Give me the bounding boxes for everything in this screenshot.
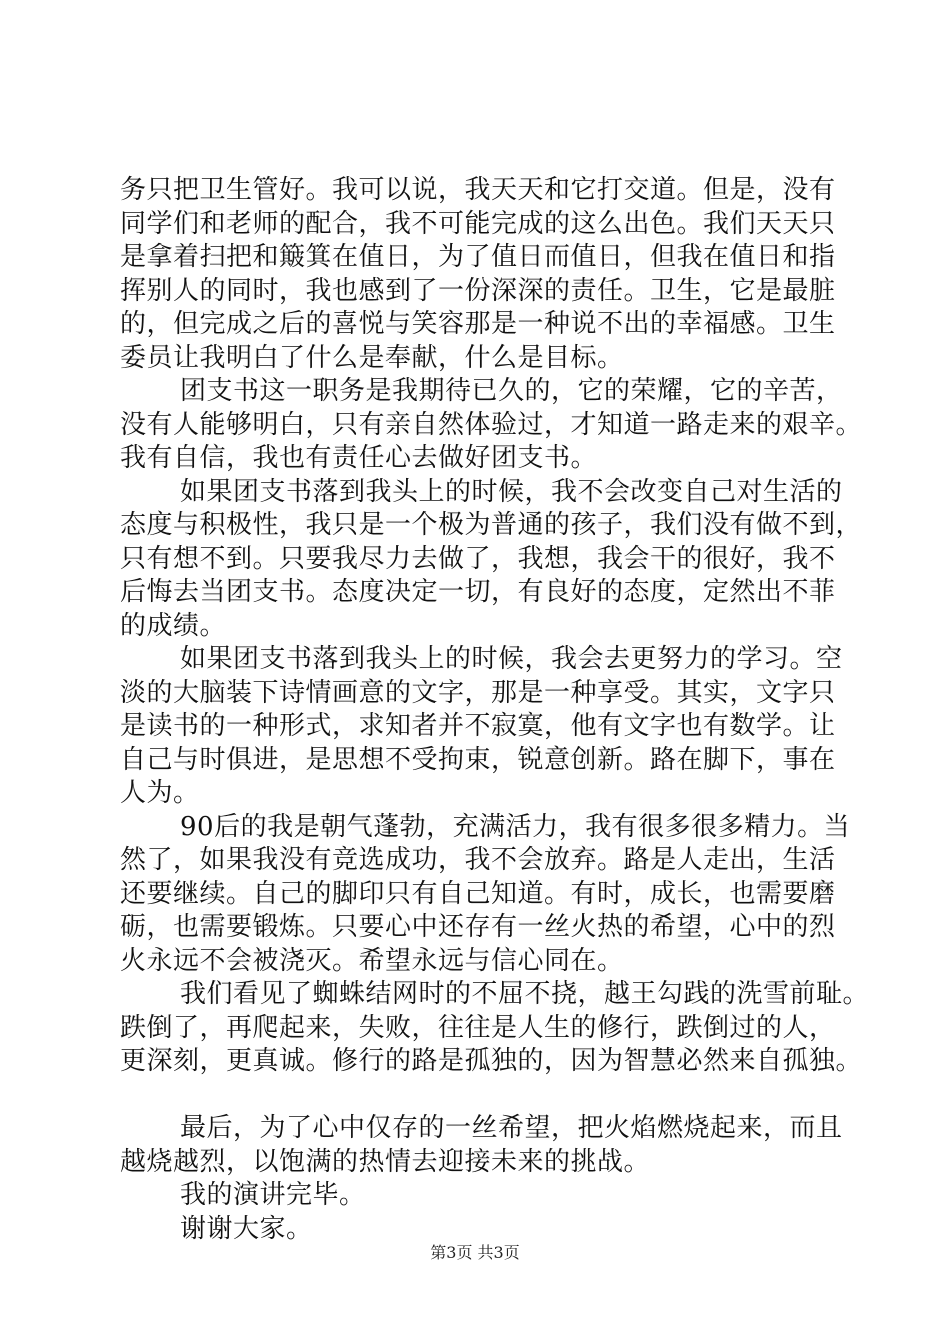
text-line: 态度与积极性，我只是一个极为普通的孩子，我们没有做不到， [120, 510, 863, 540]
text-line: 我的演讲完毕。 [180, 1180, 366, 1210]
text-line: 我有自信，我也有责任心去做好团支书。 [120, 443, 598, 473]
text-line: 越烧越烈，以饱满的热情去迎接未来的挑战。 [120, 1146, 651, 1177]
text-line: 人为。 [120, 778, 200, 808]
text-line: 的成绩。 [120, 610, 227, 641]
text-line: 更深刻，更真诚。修行的路是孤独的，因为智慧必然来自孤独。 [120, 1046, 863, 1076]
text-line: 的，但完成之后的喜悦与笑容那是一种说不出的幸福感。卫生 [120, 309, 836, 339]
text-line: 火永远不会被浇灭。希望永远与信心同在。 [120, 945, 624, 976]
text-line: 团支书这一职务是我期待已久的，它的荣耀，它的辛苦， [180, 376, 843, 406]
text-line: 如果团支书落到我头上的时候，我不会改变自己对生活的 [180, 476, 843, 507]
text-line: 后悔去当团支书。态度决定一切，有良好的态度，定然出不菲 [120, 577, 836, 607]
document-body [120, 174, 870, 1246]
text-line: 只有想不到。只要我尽力去做了，我想，我会干的很好，我不 [120, 543, 836, 574]
text-line: 还要继续。自己的脚印只有自己知道。有时，成长，也需要磨 [120, 878, 836, 909]
text-line: 挥别人的同时，我也感到了一份深深的责任。卫生，它是最脏 [120, 275, 836, 306]
text-line: 我们看见了蜘蛛结网时的不屈不挠，越王勾践的洗雪前耻。 [180, 979, 870, 1009]
text-line: 淡的大脑装下诗情画意的文字，那是一种享受。其实，文字只 [120, 677, 836, 708]
text-line: 最后，为了心中仅存的一丝希望，把火焰燃烧起来，而且 [180, 1113, 843, 1143]
text-line: 没有人能够明白，只有亲自然体验过，才知道一路走来的艰辛。 [120, 409, 863, 440]
text-line: 同学们和老师的配合，我不可能完成的这么出色。我们天天只 [120, 208, 836, 239]
text-line: 砺，也需要锻炼。只要心中还存有一丝火热的希望，心中的烈 [120, 912, 836, 942]
text-line: 是读书的一种形式，求知者并不寂寞，他有文字也有数学。让 [120, 711, 836, 741]
page-footer: 第3页 共3页 [430, 1243, 520, 1262]
text-line: 然了，如果我没有竞选成功，我不会放弃。路是人走出，生活 [120, 845, 836, 875]
text-line: 跌倒了，再爬起来，失败，往往是人生的修行，跌倒过的人， [120, 1012, 836, 1043]
text-line: 务只把卫生管好。我可以说，我天天和它打交道。但是，没有 [120, 175, 836, 205]
blank-line [120, 1079, 850, 1113]
text-line: 自己与时俱进，是思想不受拘束，锐意创新。路在脚下，事在 [120, 744, 836, 775]
text-line: 如果团支书落到我头上的时候，我会去更努力的学习。空 [180, 644, 843, 674]
text-line: 是拿着扫把和簸箕在值日，为了值日而值日，但我在值日和指 [120, 242, 836, 272]
text-line: 谢谢大家。 [180, 1213, 313, 1244]
text-line: 90后的我是朝气蓬勃，充满活力，我有很多很多精力。当 [180, 811, 851, 842]
text-line: 委员让我明白了什么是奉献，什么是目标。 [120, 342, 624, 373]
